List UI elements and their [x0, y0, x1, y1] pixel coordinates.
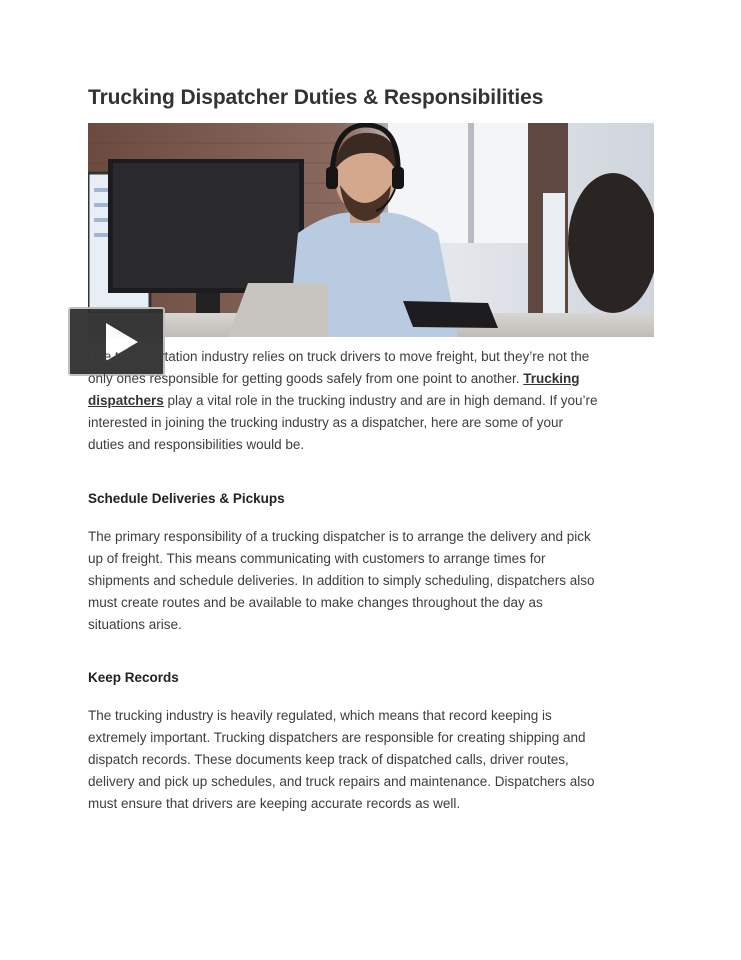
intro-line: [88, 368, 648, 390]
page-title: Trucking Dispatcher Duties & Responsibilities: [88, 86, 544, 109]
intro-text: only ones responsible for getting goods safely from one point to another.: [88, 371, 524, 386]
trucking-dispatchers-link[interactable]: Trucking: [523, 371, 580, 386]
section-heading-schedule: Schedule Deliveries & Pickups: [88, 491, 285, 506]
paragraph-line: The primary responsibility of a trucking dispatcher is to arrange the delivery and pick: [88, 529, 591, 544]
paragraph-line: The trucking industry is heavily regulated, which means that record keeping is: [88, 708, 552, 723]
intro-line: interested in joining the trucking industry as a dispatcher, here are some of your: [88, 415, 564, 430]
dispatcher-photo-icon: [88, 123, 654, 337]
paragraph-line: must create routes and be available to make changes throughout the day as: [88, 595, 543, 610]
section-heading-records: Keep Records: [88, 670, 179, 685]
intro-line: [88, 390, 648, 412]
paragraph-line: up of freight. This means communicating with customers to arrange times for: [88, 551, 546, 566]
intro-line: The transportation industry relies on truck drivers to move freight, but they’re not the: [88, 349, 590, 364]
records-paragraph: [88, 705, 648, 815]
paragraph-line: delivery and pick up schedules, and truck repairs and maintenance. Dispatchers also: [88, 774, 595, 789]
intro-text: play a vital role in the trucking industry and are in high demand. If you’re: [163, 393, 598, 408]
trucking-dispatchers-link[interactable]: dispatchers: [88, 393, 164, 408]
paragraph-line: situations arise.: [88, 617, 182, 632]
intro-paragraph: [88, 346, 648, 456]
intro-line: duties and responsibilities would be.: [88, 437, 305, 452]
paragraph-line: dispatch records. These documents keep track of dispatched calls, driver routes,: [88, 752, 569, 767]
hero-image: [88, 123, 654, 337]
schedule-paragraph: [88, 526, 648, 636]
paragraph-line: extremely important. Trucking dispatchers are responsible for creating shipping and: [88, 730, 586, 745]
paragraph-line: shipments and schedule deliveries. In addition to simply scheduling, dispatchers also: [88, 573, 595, 588]
paragraph-line: must ensure that drivers are keeping accurate records as well.: [88, 796, 461, 811]
